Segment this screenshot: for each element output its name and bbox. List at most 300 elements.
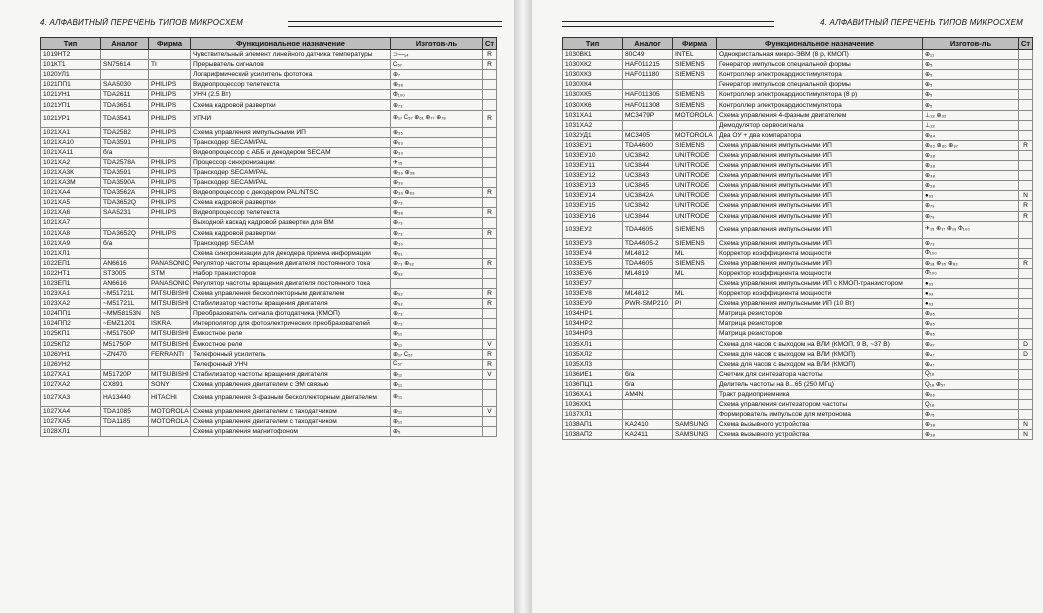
cell-manufacturer: ⊕₇₃ <box>391 100 483 110</box>
cell-firm: SONY <box>149 379 191 389</box>
cell-firm <box>673 319 717 329</box>
cell-analog: ~ZN470 <box>101 349 149 359</box>
table-row <box>563 150 1033 160</box>
cell-function: Схема управления импульсными ИП <box>717 161 923 171</box>
cell-firm: INTEL <box>673 50 717 60</box>
cell-type: 1036ХК1 <box>563 400 623 410</box>
cell-function: Схема управления бесколлекторным двигателем <box>191 289 391 299</box>
cell-type: 1019НТ2 <box>41 50 101 60</box>
cell-function: Схема для часов с выходом на ВЛИ (КМОП, 9 В, ~37 В) <box>717 339 923 349</box>
cell-function: Матрица резисторов <box>717 309 923 319</box>
cell-status <box>1019 70 1033 80</box>
cell-analog: TDA3591 <box>101 167 149 177</box>
col-header-firm: Фирма <box>149 38 191 50</box>
cell-firm: PHILIPS <box>149 90 191 100</box>
cell-firm: MOTOROLA <box>673 130 717 140</box>
cell-status <box>1019 278 1033 288</box>
cell-firm: STM <box>149 268 191 278</box>
cell-status <box>1019 100 1033 110</box>
table-row <box>563 100 1033 110</box>
cell-status <box>1019 359 1033 369</box>
table-row <box>41 339 497 349</box>
cell-status <box>483 309 497 319</box>
cell-function: Схема управления двигателем с таходатчиком <box>191 407 391 417</box>
cell-manufacturer: ⊕₃₅ <box>391 127 483 137</box>
cell-analog: HAF011180 <box>623 70 673 80</box>
cell-type: 1021ХА6 <box>41 208 101 218</box>
cell-analog: TDA3652Q <box>101 198 149 208</box>
cell-analog: TDA3651 <box>101 100 149 110</box>
cell-function: Схема управления импульсными ИП с КМОП-транзистором <box>717 278 923 288</box>
cell-status <box>1019 299 1033 309</box>
cell-analog: ML4819 <box>623 268 673 278</box>
table-row <box>563 339 1033 349</box>
cell-function: Видеопроцессор с декодером PAL/NTSC <box>191 188 391 198</box>
table-row <box>41 60 497 70</box>
cell-function: Стабилизатор частоты вращения двигателя <box>191 369 391 379</box>
table-row <box>41 289 497 299</box>
cell-manufacturer: ⊕₁₁ <box>391 407 483 417</box>
cell-type: 1033ЕУ7 <box>563 278 623 288</box>
cell-firm: HITACHI <box>149 390 191 407</box>
cell-function: Корректор коэффициента мощности <box>717 268 923 278</box>
table-row <box>563 349 1033 359</box>
cell-type: 1030ВК1 <box>563 50 623 60</box>
cell-analog: M51750P <box>101 339 149 349</box>
cell-status <box>1019 150 1033 160</box>
cell-status: N <box>1019 191 1033 201</box>
cell-type: 1033ЕУ11 <box>563 161 623 171</box>
cell-function: Однокристальная микро-ЭВМ (8 р, КМОП) <box>717 50 923 60</box>
cell-manufacturer: ⊕₈₅ <box>923 319 1019 329</box>
cell-type: 1025КП2 <box>41 339 101 349</box>
cell-firm <box>673 369 717 379</box>
cell-manufacturer: ⊕₈₅ <box>923 329 1019 339</box>
cell-manufacturer: ✈₁₅ ⊕₁₇ ⊕₁₉ Φ₁₀₀ <box>923 221 1019 238</box>
table-row <box>41 147 497 157</box>
cell-firm: PHILIPS <box>149 178 191 188</box>
cell-function: Интерполятор для фотоэлектрических преобразователей <box>191 319 391 329</box>
table-row <box>41 379 497 389</box>
cell-manufacturer: ⊕₇₉ <box>923 201 1019 211</box>
cell-analog <box>623 309 673 319</box>
cell-analog: б/а <box>623 379 673 389</box>
cell-status: R <box>483 299 497 309</box>
table-row <box>41 299 497 309</box>
cell-analog <box>623 339 673 349</box>
cell-manufacturer: ⊕₁₈ ⊕₃₅ ⊕₈₃ <box>923 258 1019 268</box>
cell-function: Логарифмический усилитель фототока <box>191 70 391 80</box>
cell-firm <box>673 120 717 130</box>
cell-type: 1026УН2 <box>41 359 101 369</box>
cell-analog: ~EMZ1201 <box>101 319 149 329</box>
cell-type: 1026УН1 <box>41 349 101 359</box>
cell-analog: TDA4605-2 <box>623 238 673 248</box>
cell-status <box>483 379 497 389</box>
cell-manufacturer: ⊕₃₃ <box>391 147 483 157</box>
cell-analog: ~M51721L <box>101 289 149 299</box>
cell-type: 1030ХК6 <box>563 100 623 110</box>
table-row <box>41 188 497 198</box>
cell-analog: UC3843 <box>623 171 673 181</box>
table-row <box>563 369 1033 379</box>
table-row <box>41 390 497 407</box>
cell-firm: SIEMENS <box>673 258 717 268</box>
cell-manufacturer: ⊕₇₃ <box>391 309 483 319</box>
cell-status <box>1019 130 1033 140</box>
cell-firm: SIEMENS <box>673 90 717 100</box>
cell-analog <box>623 278 673 288</box>
cell-type: 1034НР3 <box>563 329 623 339</box>
cell-manufacturer: ⊕₆₁ <box>391 248 483 258</box>
cell-firm: PHILIPS <box>149 198 191 208</box>
cell-status <box>483 238 497 248</box>
cell-analog: б/а <box>101 238 149 248</box>
cell-manufacturer: ⊕₇₃ <box>391 319 483 329</box>
cell-status <box>483 157 497 167</box>
cell-type: 1028ХЛ1 <box>41 427 101 437</box>
cell-firm: SIEMENS <box>673 140 717 150</box>
cell-type: 1021ПП1 <box>41 80 101 90</box>
cell-manufacturer: ⊕₇₃ <box>391 218 483 228</box>
table-row <box>41 248 497 258</box>
table-row <box>563 110 1033 120</box>
cell-status <box>1019 379 1033 389</box>
cell-function: Тракт радиоприемника <box>717 390 923 400</box>
cell-type: 1021УП1 <box>41 100 101 110</box>
cell-analog: TDA3562A <box>101 188 149 198</box>
cell-firm: FERRANTI <box>149 349 191 359</box>
cell-function: Схема управления магнитофоном <box>191 427 391 437</box>
table-row <box>41 319 497 329</box>
col-header-manufacturer: Изготов-ль <box>391 38 483 50</box>
cell-function: Схема управления импульсными ИП <box>717 211 923 221</box>
table-row <box>563 359 1033 369</box>
cell-type: 1021УН1 <box>41 90 101 100</box>
cell-type: 1027ХА1 <box>41 369 101 379</box>
cell-status <box>483 329 497 339</box>
cell-analog: HAF011305 <box>623 90 673 100</box>
cell-manufacturer: Φ₁₀₀ <box>391 90 483 100</box>
table-row <box>41 110 497 127</box>
cell-firm: SIEMENS <box>673 221 717 238</box>
cell-type: 1023ХА1 <box>41 289 101 299</box>
cell-analog: TDA2578A <box>101 157 149 167</box>
table-row <box>41 349 497 359</box>
cell-status <box>1019 171 1033 181</box>
cell-manufacturer: ●₉₃ <box>923 299 1019 309</box>
cell-analog: UC3842A <box>623 191 673 201</box>
cell-function: Контроллер электрокардиостимулятора (8 р) <box>717 90 923 100</box>
table-row <box>563 171 1033 181</box>
cell-firm <box>149 147 191 157</box>
table-row <box>41 50 497 60</box>
right-table-body <box>563 50 1033 440</box>
cell-manufacturer: ⊕₁₁ <box>391 390 483 407</box>
cell-status <box>1019 369 1033 379</box>
cell-status <box>483 100 497 110</box>
col-header-analog: Аналог <box>623 38 673 50</box>
cell-status <box>483 268 497 278</box>
cell-firm: NS <box>149 309 191 319</box>
cell-firm: MOTOROLA <box>673 110 717 120</box>
cell-analog: SAA5030 <box>101 80 149 90</box>
cell-type: 1031ХА2 <box>563 120 623 130</box>
cell-analog: UC3844 <box>623 161 673 171</box>
cell-firm <box>149 218 191 228</box>
cell-manufacturer: ⊕₅ <box>391 427 483 437</box>
cell-firm: PHILIPS <box>149 100 191 110</box>
cell-status <box>1019 268 1033 278</box>
table-row <box>41 427 497 437</box>
table-row <box>563 329 1033 339</box>
cell-function: Телефонный УНЧ <box>191 359 391 369</box>
cell-status <box>1019 400 1033 410</box>
cell-status: V <box>483 369 497 379</box>
cell-firm: MITSUBISHI <box>149 369 191 379</box>
cell-firm <box>673 400 717 410</box>
table-row <box>41 359 497 369</box>
table-row <box>41 407 497 417</box>
table-row <box>41 137 497 147</box>
cell-type: 1036ИЕ1 <box>563 369 623 379</box>
cell-manufacturer: Q₁₈ <box>923 400 1019 410</box>
cell-status <box>483 178 497 188</box>
cell-manufacturer: ⊕₃₈ <box>923 161 1019 171</box>
cell-firm <box>673 80 717 90</box>
cell-manufacturer: ⊕₉₂ <box>391 268 483 278</box>
cell-manufacturer: C₅₇ <box>391 359 483 369</box>
table-row <box>563 299 1033 309</box>
cell-type: 1033ЕУ2 <box>563 221 623 238</box>
table-row <box>563 238 1033 248</box>
cell-manufacturer: ⊕₁₁ <box>923 50 1019 60</box>
cell-manufacturer: ⊕₄₇ <box>923 349 1019 359</box>
cell-function: Телефонный усилитель <box>191 349 391 359</box>
cell-type: 1038АП2 <box>563 430 623 440</box>
cell-status <box>1019 319 1033 329</box>
table-row <box>563 120 1033 130</box>
cell-function: Схема синхронизации для декодера приема информации <box>191 248 391 258</box>
cell-firm <box>673 339 717 349</box>
cell-function: Генератор импульсов специальной формы <box>717 60 923 70</box>
col-header-firm: Фирма <box>673 38 717 50</box>
cell-firm: ISKRA <box>149 319 191 329</box>
cell-firm: PANASONIC <box>149 278 191 288</box>
cell-firm <box>673 410 717 420</box>
cell-type: 1033ЕУ14 <box>563 191 623 201</box>
cell-manufacturer: ⊕₃₀ <box>391 178 483 188</box>
cell-manufacturer: ⊕₁₇ C₅₇ <box>391 349 483 359</box>
table-row <box>41 127 497 137</box>
cell-type: 1033ЕУ3 <box>563 238 623 248</box>
table-row <box>41 208 497 218</box>
cell-status: D <box>1019 339 1033 349</box>
cell-firm: PHILIPS <box>149 188 191 198</box>
cell-analog: CX891 <box>101 379 149 389</box>
cell-firm: MITSUBISHI <box>149 289 191 299</box>
cell-analog: TDA3652Q <box>101 228 149 238</box>
table-row <box>41 178 497 188</box>
cell-firm: PHILIPS <box>149 167 191 177</box>
cell-analog: б/а <box>623 369 673 379</box>
right-chip-table <box>562 37 1033 440</box>
cell-type: 1027ХА4 <box>41 407 101 417</box>
table-row <box>563 60 1033 70</box>
table-row <box>563 319 1033 329</box>
cell-type: 1031ХА1 <box>563 110 623 120</box>
cell-firm: UNITRODE <box>673 150 717 160</box>
cell-analog: ML4812 <box>623 248 673 258</box>
cell-function: Видеопроцессор телетекста <box>191 208 391 218</box>
cell-status: R <box>1019 140 1033 150</box>
cell-function: Процессор синхронизации <box>191 157 391 167</box>
cell-manufacturer: ⊕₄₇ <box>923 339 1019 349</box>
cell-manufacturer: ⊕₆₃ <box>391 137 483 147</box>
cell-type: 1021ХА3К <box>41 167 101 177</box>
table-row <box>563 268 1033 278</box>
cell-type: 1030ХК5 <box>563 90 623 100</box>
cell-status <box>1019 309 1033 319</box>
cell-function: Контроллер электрокардиостимулятора <box>717 100 923 110</box>
cell-status <box>483 90 497 100</box>
cell-status: D <box>1019 349 1033 359</box>
table-row <box>563 390 1033 400</box>
table-row <box>41 218 497 228</box>
cell-analog: TDA1185 <box>101 417 149 427</box>
table-row <box>563 289 1033 299</box>
table-row <box>563 248 1033 258</box>
table-row <box>563 80 1033 90</box>
cell-firm <box>673 359 717 369</box>
cell-status <box>483 80 497 90</box>
cell-manufacturer: ⊕₃₈ <box>923 181 1019 191</box>
cell-type: 1038АП1 <box>563 420 623 430</box>
cell-manufacturer: ⊕₁₇ C₅₇ ⊕₆₁ ⊕₇₇ ⊕₇₈ <box>391 110 483 127</box>
cell-function: Схема вызывного устройства <box>717 420 923 430</box>
cell-firm <box>149 248 191 258</box>
cell-status: R <box>1019 211 1033 221</box>
cell-firm: UNITRODE <box>673 171 717 181</box>
cell-type: 1033ЕУ4 <box>563 248 623 258</box>
cell-status <box>1019 50 1033 60</box>
cell-analog: ~M51750P <box>101 329 149 339</box>
table-row <box>563 309 1033 319</box>
cell-firm: PHILIPS <box>149 137 191 147</box>
cell-firm <box>673 329 717 339</box>
cell-firm: SAMSUNG <box>673 430 717 440</box>
cell-function: УПЧИ <box>191 110 391 127</box>
cell-manufacturer: ✈₁₅ <box>391 157 483 167</box>
cell-status: R <box>483 50 497 60</box>
cell-analog: TDA2582 <box>101 127 149 137</box>
col-header-function: Функциональное назначение <box>191 38 391 50</box>
cell-analog <box>623 329 673 339</box>
table-row <box>563 400 1033 410</box>
table-row <box>563 420 1033 430</box>
cell-manufacturer: Q₁₈ <box>923 369 1019 379</box>
cell-status: R <box>483 289 497 299</box>
cell-function: Регулятор частоты вращения двигателя постоянного тока <box>191 258 391 268</box>
cell-function: Делитель частоты на 8...65 (250 МГц) <box>717 379 923 389</box>
cell-status <box>1019 221 1033 238</box>
cell-type: 1023ХА2 <box>41 299 101 309</box>
cell-status <box>1019 90 1033 100</box>
cell-analog: ~M51721L <box>101 299 149 309</box>
cell-analog: UC3842 <box>623 150 673 160</box>
cell-manufacturer: ⊕₁₁ <box>391 369 483 379</box>
cell-firm: PI <box>673 299 717 309</box>
cell-firm: PANASONIC <box>149 258 191 268</box>
cell-manufacturer: ⊕₅ <box>923 70 1019 80</box>
cell-status: R <box>1019 201 1033 211</box>
col-header-analog: Аналог <box>101 38 149 50</box>
cell-manufacturer: ⊕₉₂ <box>391 289 483 299</box>
cell-manufacturer: ⊃—₁₄ <box>391 50 483 60</box>
table-row <box>41 80 497 90</box>
table-row <box>41 369 497 379</box>
cell-manufacturer: ⊕₇₃ <box>391 228 483 238</box>
cell-function: Два ОУ + два компаратора <box>717 130 923 140</box>
cell-type: 1021ХА1 <box>41 127 101 137</box>
table-row <box>41 258 497 268</box>
cell-status <box>483 218 497 228</box>
cell-manufacturer: ⊕₇₉ <box>923 211 1019 221</box>
cell-manufacturer: ●₉₃ <box>923 278 1019 288</box>
cell-manufacturer: ⊕₃₈ <box>391 208 483 218</box>
cell-status: R <box>483 258 497 268</box>
cell-manufacturer: ⊕₃₀ ⊕₆₃ <box>391 188 483 198</box>
cell-analog: HAF011215 <box>623 60 673 70</box>
cell-type: 1033ЕУ12 <box>563 171 623 181</box>
cell-analog <box>623 319 673 329</box>
table-row <box>41 278 497 288</box>
cell-firm: SAMSUNG <box>673 420 717 430</box>
cell-type: 1021ХА10 <box>41 137 101 147</box>
cell-manufacturer: ⊕₃₈ <box>923 150 1019 160</box>
cell-function: Схема кадровой развертки <box>191 100 391 110</box>
cell-firm: UNITRODE <box>673 181 717 191</box>
table-row <box>563 278 1033 288</box>
left-table-body <box>41 50 497 437</box>
cell-analog: HA13440 <box>101 390 149 407</box>
cell-manufacturer: ⊕₇ <box>391 70 483 80</box>
table-row <box>41 417 497 427</box>
cell-analog <box>623 349 673 359</box>
cell-manufacturer: ⊕₉₂ <box>391 299 483 309</box>
cell-status <box>483 147 497 157</box>
cell-manufacturer: ⊕₁₁ <box>391 339 483 349</box>
cell-analog <box>623 400 673 410</box>
cell-type: 1035ХЛ2 <box>563 349 623 359</box>
cell-type: 1022ЕП1 <box>41 258 101 268</box>
cell-analog: TDA1085 <box>101 407 149 417</box>
table-row <box>41 198 497 208</box>
cell-type: 1033ЕУ15 <box>563 201 623 211</box>
cell-function: Прерыватель сигналов <box>191 60 391 70</box>
cell-analog: AN6616 <box>101 258 149 268</box>
cell-manufacturer <box>391 278 483 288</box>
table-row <box>41 157 497 167</box>
cell-type: 1021ХА11 <box>41 147 101 157</box>
cell-firm: MITSUBISHI <box>149 299 191 309</box>
cell-function: Преобразователь сигнала фотодатчика (КМОП) <box>191 309 391 319</box>
cell-function: Схема управления двигателем с ЭМ связью <box>191 379 391 389</box>
table-row <box>563 221 1033 238</box>
col-header-manufacturer: Изготов-ль <box>923 38 1019 50</box>
cell-analog: TDA4605 <box>623 258 673 268</box>
cell-function: Регулятор частоты вращения двигателя постоянного тока <box>191 278 391 288</box>
